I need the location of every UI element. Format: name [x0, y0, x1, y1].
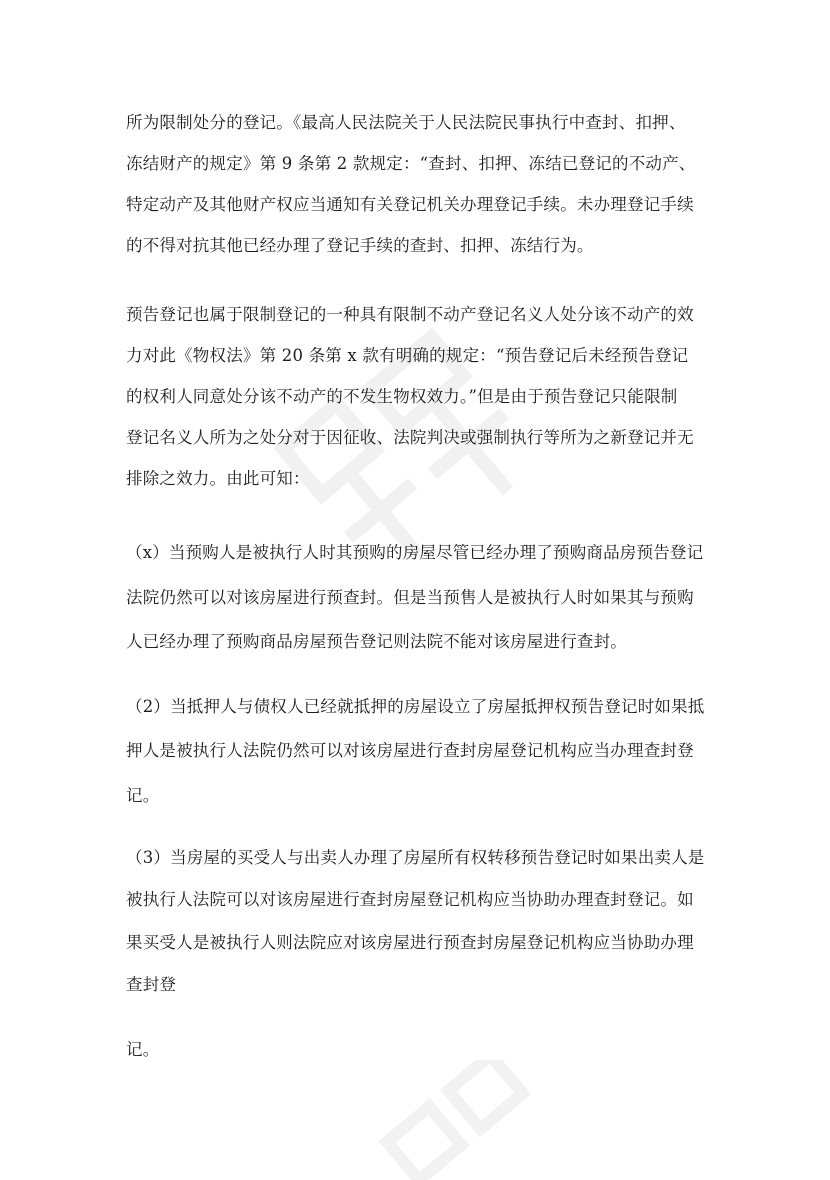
paragraph-5-line-2: 被执行人法院可以对该房屋进行查封房屋登记机构应当协助办理查封登记。如: [126, 890, 694, 909]
paragraph-3-line-3: 人已经办理了预购商品房屋预告登记则法院不能对该房屋进行查封。: [126, 632, 627, 651]
paragraph-5-line-3: 果买受人是被执行人则法院应对该房屋进行预查封房屋登记机构应当协助办理: [126, 933, 694, 952]
paragraph-2-line-4: 登记名义人所为之处分对于因征收、法院判决或强制执行等所为之新登记并无: [126, 428, 694, 447]
paragraph-2-line-1: 预告登记也属于限制登记的一种具有限制不动产登记名义人处分该不动产的效: [126, 305, 694, 324]
paragraph-4-line-3: 记。: [126, 786, 160, 805]
paragraph-2-line-3: 的权利人同意处分该不动产的不发生物权效力。”但是由于预告登记只能限制: [126, 387, 678, 406]
paragraph-4-line-2: 押人是被执行人法院仍然可以对该房屋进行查封房屋登记机构应当办理查封登: [126, 741, 694, 760]
paragraph-6-line-1: 记。: [126, 1040, 160, 1059]
paragraph-3-line-1: （x）当预购人是被执行人时其预购的房屋尽管已经办理了预购商品房预告登记: [126, 543, 704, 562]
paragraph-5-line-4: 查封登: [126, 975, 177, 994]
paragraph-3-line-2: 法院仍然可以对该房屋进行预查封。但是当预售人是被执行人时如果其与预购: [126, 588, 694, 607]
paragraph-4-line-1: （2）当抵押人与债权人已经就抵押的房屋设立了房屋抵押权预告登记时如果抵: [126, 697, 705, 716]
watermark-stamp-bottom: [350, 1060, 570, 1180]
paragraph-1-line-3: 特定动产及其他财产权应当通知有关登记机关办理登记手续。未办理登记手续: [126, 195, 694, 214]
paragraph-2-line-2: 力对此《物权法》第 20 条第 x 款有明确的规定：“预告登记后未经预告登记: [126, 346, 689, 365]
paragraph-2-line-5: 排除之效力。由此可知：: [126, 469, 310, 488]
paragraph-5-line-1: （3）当房屋的买受人与出卖人办理了房屋所有权转移预告登记时如果出卖人是: [126, 848, 705, 867]
paragraph-1-line-4: 的不得对抗其他已经办理了登记手续的查封、扣押、冻结行为。: [126, 236, 594, 255]
paragraph-1-line-2: 冻结财产的规定》第 9 条第 2 款规定：“查封、扣押、冻结已登记的不动产、: [126, 154, 696, 173]
paragraph-1-line-1: 所为限制处分的登记。《最高人民法院关于人民法院民事执行中查封、扣押、: [126, 113, 686, 132]
